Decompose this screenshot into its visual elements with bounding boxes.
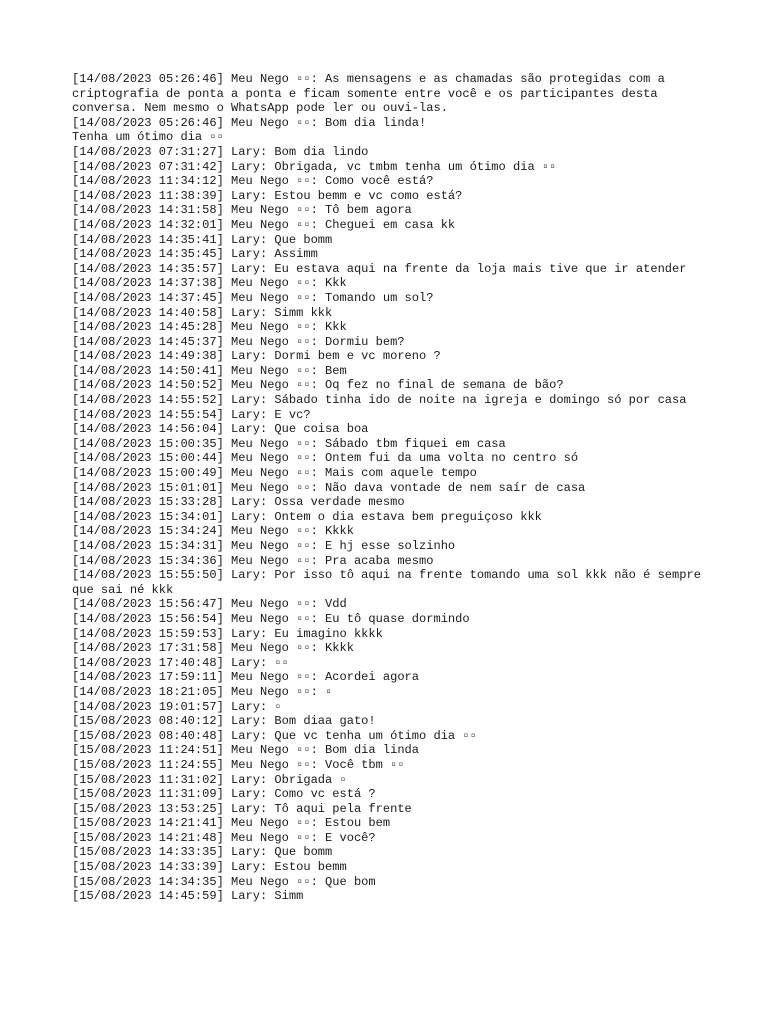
chat-log-line: [14/08/2023 15:56:54] Meu Nego ▫▫: Eu tô quase dormindo bbox=[72, 611, 470, 626]
chat-log-line: [14/08/2023 15:00:49] Meu Nego ▫▫: Mais com aquele tempo bbox=[72, 466, 477, 481]
chat-log-line: [14/08/2023 15:34:36] Meu Nego ▫▫: Pra acaba mesmo bbox=[72, 553, 434, 568]
chat-log-line: [15/08/2023 08:40:12] Lary: Bom diaa gato! bbox=[72, 714, 376, 729]
chat-log-line: [14/08/2023 14:50:41] Meu Nego ▫▫: Bem bbox=[72, 363, 347, 378]
chat-log-line: [14/08/2023 14:40:58] Lary: Simm kkk bbox=[72, 305, 333, 320]
chat-log-line: [15/08/2023 11:24:51] Meu Nego ▫▫: Bom dia linda bbox=[72, 743, 420, 758]
chat-log-line: [14/08/2023 15:59:53] Lary: Eu imagino kkkk bbox=[72, 626, 383, 641]
chat-log-line: [14/08/2023 14:56:04] Lary: Que coisa boa bbox=[72, 422, 369, 437]
chat-log-line: [14/08/2023 07:31:27] Lary: Bom dia lindo bbox=[72, 144, 369, 159]
chat-log-line: [14/08/2023 15:33:28] Lary: Ossa verdade mesmo bbox=[72, 495, 405, 510]
chat-log-line: [14/08/2023 11:38:39] Lary: Estou bemm e vc como está? bbox=[72, 188, 463, 203]
chat-log-line: [14/08/2023 14:37:45] Meu Nego ▫▫: Tomando um sol? bbox=[72, 290, 434, 305]
chat-log-line: [15/08/2023 14:21:48] Meu Nego ▫▫: E você? bbox=[72, 830, 376, 845]
chat-log-line: [14/08/2023 11:34:12] Meu Nego ▫▫: Como você está? bbox=[72, 174, 434, 189]
chat-log-line: [14/08/2023 15:01:01] Meu Nego ▫▫: Não dava vontade de nem saír de casa bbox=[72, 480, 586, 495]
chat-log-line: [14/08/2023 17:59:11] Meu Nego ▫▫: Acordei agora bbox=[72, 670, 420, 685]
chat-log-line: [14/08/2023 15:00:35] Meu Nego ▫▫: Sábado tbm fiquei em casa bbox=[72, 436, 506, 451]
chat-log-line: [14/08/2023 14:35:41] Lary: Que bomm bbox=[72, 232, 333, 247]
chat-log-line: [15/08/2023 14:33:35] Lary: Que bomm bbox=[72, 845, 333, 860]
chat-log-line: [14/08/2023 07:31:42] Lary: Obrigada, vc tmbm tenha um ótimo dia ▫▫ bbox=[72, 159, 557, 174]
chat-log-line: [14/08/2023 05:26:46] Meu Nego ▫▫: Bom dia linda! bbox=[72, 115, 427, 130]
chat-log-line: [14/08/2023 14:31:58] Meu Nego ▫▫: Tô bem agora bbox=[72, 203, 412, 218]
chat-log-line: [14/08/2023 14:37:38] Meu Nego ▫▫: Kkk bbox=[72, 276, 347, 291]
chat-log-line: [15/08/2023 08:40:48] Lary: Que vc tenha um ótimo dia ▫▫ bbox=[72, 728, 477, 743]
chat-log-line: [15/08/2023 14:34:35] Meu Nego ▫▫: Que bom bbox=[72, 874, 376, 889]
chat-log-line: [14/08/2023 18:21:05] Meu Nego ▫▫: ▫ bbox=[72, 684, 333, 699]
chat-log-line: [14/08/2023 15:34:24] Meu Nego ▫▫: Kkkk bbox=[72, 524, 354, 539]
chat-log-line: [14/08/2023 14:35:45] Lary: Assimm bbox=[72, 247, 318, 262]
chat-log-line: [14/08/2023 15:56:47] Meu Nego ▫▫: Vdd bbox=[72, 597, 347, 612]
chat-log-line: [15/08/2023 14:21:41] Meu Nego ▫▫: Estou bem bbox=[72, 816, 391, 831]
chat-log-line: [14/08/2023 19:01:57] Lary: ▫ bbox=[72, 699, 282, 714]
chat-log-line: [14/08/2023 14:50:52] Meu Nego ▫▫: Oq fez no final de semana de bão? bbox=[72, 378, 564, 393]
chat-log-line: [14/08/2023 14:32:01] Meu Nego ▫▫: Cheguei em casa kk bbox=[72, 217, 456, 232]
chat-log-line: [15/08/2023 14:45:59] Lary: Simm bbox=[72, 889, 304, 904]
chat-log-line: [14/08/2023 17:40:48] Lary: ▫▫ bbox=[72, 655, 289, 670]
chat-log-line: [15/08/2023 13:53:25] Lary: Tô aqui pela frente bbox=[72, 801, 412, 816]
chat-log-line: [14/08/2023 14:35:57] Lary: Eu estava aqui na frente da loja mais tive que ir atender bbox=[72, 261, 687, 276]
chat-log-line: Tenha um ótimo dia ▫▫ bbox=[72, 130, 224, 145]
chat-log-line: [15/08/2023 11:31:09] Lary: Como vc está ? bbox=[72, 787, 376, 802]
chat-log-page bbox=[72, 72, 712, 904]
chat-log-line: [14/08/2023 14:49:38] Lary: Dormi bem e vc moreno ? bbox=[72, 349, 441, 364]
chat-log-line: [15/08/2023 11:24:55] Meu Nego ▫▫: Você tbm ▫▫ bbox=[72, 757, 405, 772]
chat-log-line: [14/08/2023 15:00:44] Meu Nego ▫▫: Ontem fui da uma volta no centro só bbox=[72, 451, 579, 466]
chat-log-line: [14/08/2023 15:34:01] Lary: Ontem o dia estava bem preguiçoso kkk bbox=[72, 509, 542, 524]
chat-log-line: [15/08/2023 11:31:02] Lary: Obrigada ▫ bbox=[72, 772, 347, 787]
chat-log-line: [14/08/2023 14:45:28] Meu Nego ▫▫: Kkk bbox=[72, 320, 347, 335]
chat-log-line: [14/08/2023 15:34:31] Meu Nego ▫▫: E hj esse solzinho bbox=[72, 539, 456, 553]
chat-log-line: [14/08/2023 17:31:58] Meu Nego ▫▫: Kkkk bbox=[72, 641, 354, 656]
chat-log-line: [14/08/2023 14:45:37] Meu Nego ▫▫: Dormiu bem? bbox=[72, 334, 405, 349]
chat-log-line: [14/08/2023 14:55:54] Lary: E vc? bbox=[72, 407, 311, 422]
chat-log-line: [14/08/2023 15:55:50] Lary: Por isso tô aqui na frente tomando uma sol kkk não é sempre que sai né kkk bbox=[72, 568, 709, 597]
chat-log-line: [15/08/2023 14:33:39] Lary: Estou bemm bbox=[72, 860, 347, 875]
chat-log-line: [14/08/2023 05:26:46] Meu Nego ▫▫: As mensagens e as chamadas são protegidas com a criptografia de ponta a ponta e ficam somente entre você e os participantes desta conversa. Nem mesmo o WhatsApp pode ler ou ouvi-las. bbox=[72, 72, 673, 116]
chat-log-line: [14/08/2023 14:55:52] Lary: Sábado tinha ido de noite na igreja e domingo só por casa bbox=[72, 393, 687, 408]
